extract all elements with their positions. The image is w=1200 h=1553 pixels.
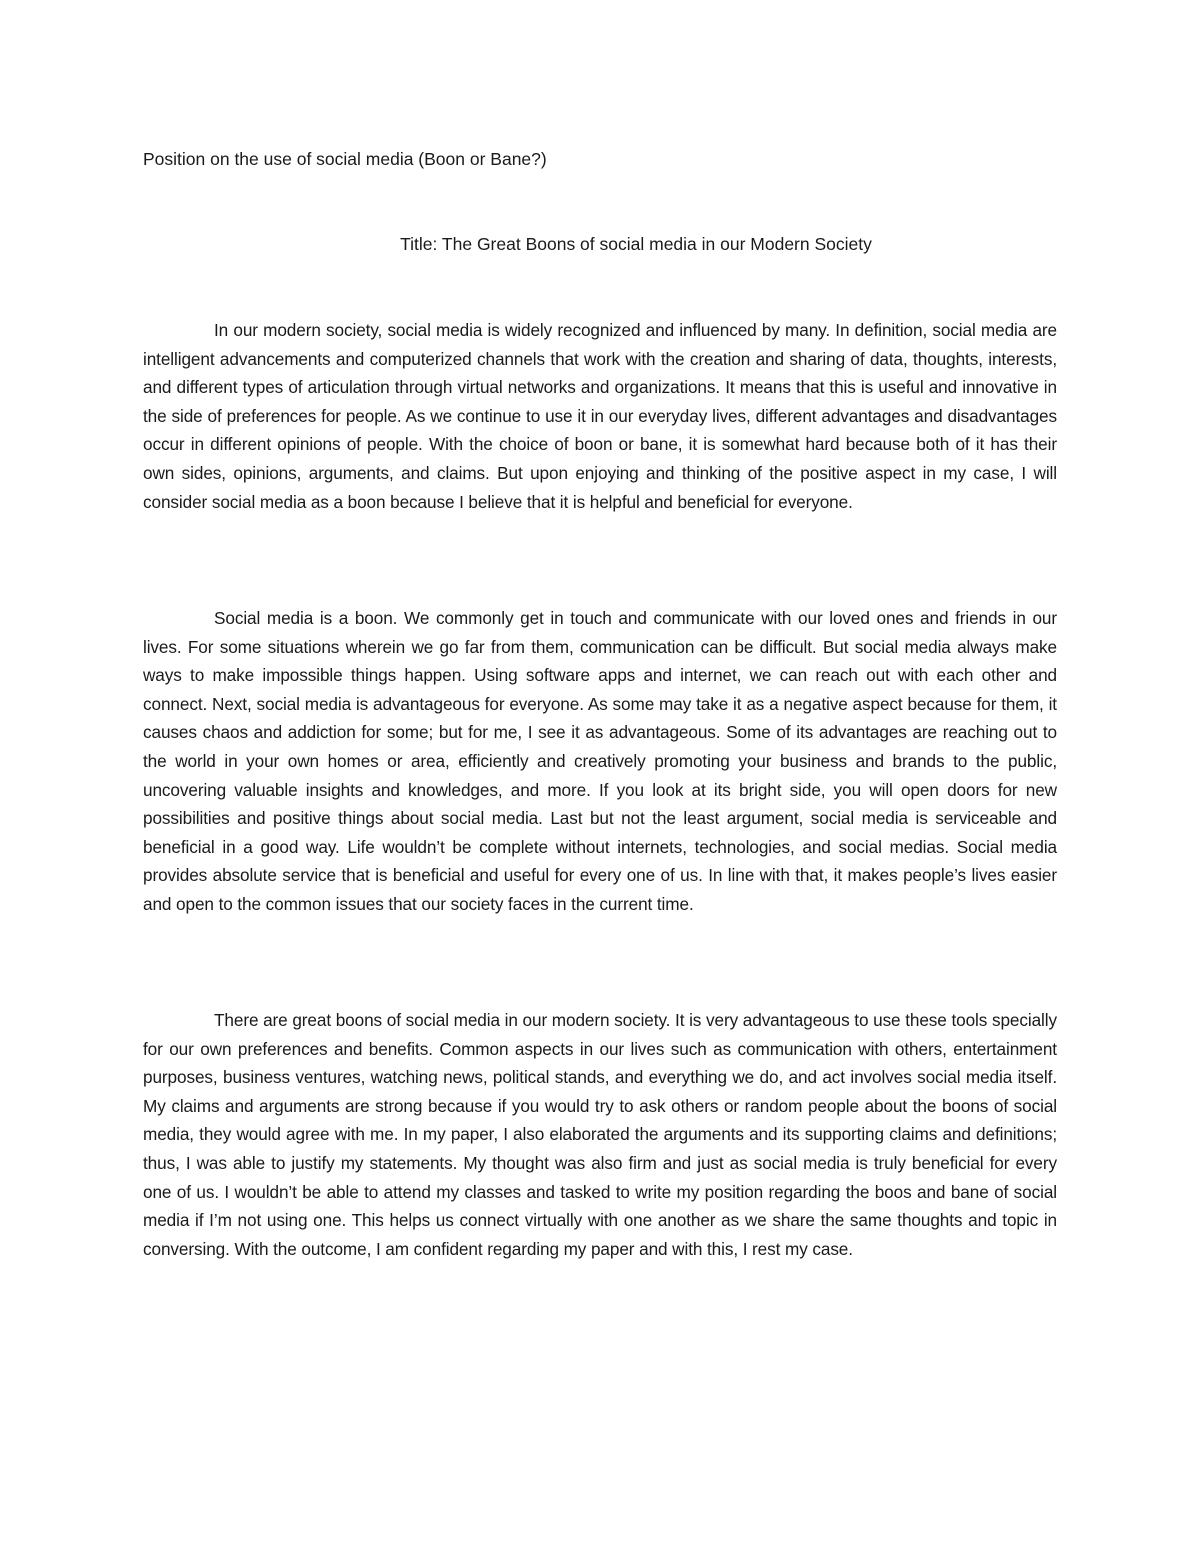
document-title: Title: The Great Boons of social media in our Modern Society [400, 234, 872, 254]
paragraph-conclusion: There are great boons of social media in our modern society. It is very advantageous to use these tools specially for our own preferences and benefits. Common aspects in our lives such as communication with others, entertainment purposes, business ventures, watching news, political stands, and everything we do, and act involves social media itself. My claims and arguments are strong because if you would try to ask others or random people about the boons of social media, they would agree with me. In my paper, I also elaborated the arguments and its supporting claims and definitions; thus, I was able to justify my statements. My thought was also firm and just as social media is truly beneficial for every one of us. I wouldn’t be able to attend my classes and tasked to write my position regarding the boos and bane of social media if I’m not using one. This helps us connect virtually with one another as we share the same thoughts and topic in conversing. With the outcome, I am confident regarding my paper and with this, I rest my case. [143, 1010, 1057, 1259]
paragraph-arguments: Social media is a boon. We commonly get in touch and communicate with our loved ones and friends in our lives. For some situations wherein we go far from them, communication can be difficult. But social media always make ways to make impossible things happen. Using software apps and internet, we can reach out with each other and connect. Next, social media is advantageous for everyone. As some may take it as a negative aspect because for them, it causes chaos and addiction for some; but for me, I see it as advantageous. Some of its advantages are reaching out to the world in your own homes or area, efficiently and creatively promoting your business and brands to the public, uncovering valuable insights and knowledges, and more. If you look at its bright side, you will open doors for new possibilities and positive things about social media. Last but not the least argument, social media is serviceable and beneficial in a good way. Life wouldn’t be complete without internets, technologies, and social medias. Social media provides absolute service that is beneficial and useful for every one of us. In line with that, it makes people’s lives easier and open to the common issues that our society faces in the current time. [143, 608, 1057, 914]
document-heading: Position on the use of social media (Boon or Bane?) [143, 149, 547, 169]
paragraph-introduction: In our modern society, social media is widely recognized and influenced by many. In definition, social media are intelligent advancements and computerized channels that work with the creation and sharing of data, thoughts, interests, and different types of articulation through virtual networks and organizations. It means that this is useful and innovative in the side of preferences for people. As we continue to use it in our everyday lives, different advantages and disadvantages occur in different opinions of people. With the choice of boon or bane, it is somewhat hard because both of it has their own sides, opinions, arguments, and claims. But upon enjoying and thinking of the positive aspect in my case, I will consider social media as a boon because I believe that it is helpful and beneficial for everyone. [143, 320, 1057, 512]
